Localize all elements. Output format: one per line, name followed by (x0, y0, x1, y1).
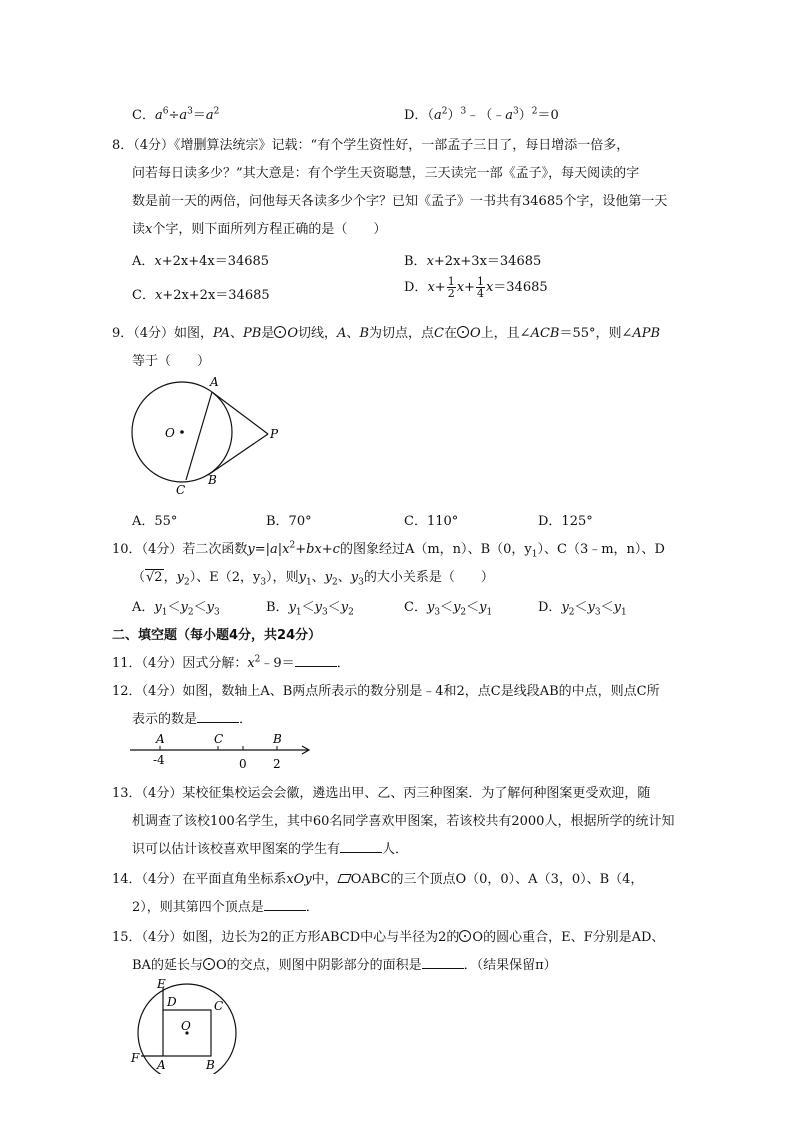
parallelogram-symbol-icon (337, 874, 351, 883)
section-heading-fill-in: 二、填空题（每小题4分，共24分） (112, 628, 322, 643)
q9-option-a[interactable]: A．55° (132, 514, 178, 529)
q15-label-a: A (157, 1058, 166, 1072)
q12-label-a: A (156, 732, 165, 746)
q9-label-c: C (176, 483, 186, 497)
q9-label-p: P (270, 427, 279, 441)
q10-stem-line2: （√2，$y_2$）、E（2，$y_3$），则$y_1$、$y_2$、$y_3$的大小关系是（ ） (132, 570, 494, 588)
fraction-quarter: $\frac{1}{4}$ (476, 275, 484, 300)
q9-tangent-pb (208, 434, 268, 475)
q7-option-d[interactable]: D．$(a^2)^3﹣(﹣a^3)^2=0$ (404, 106, 559, 123)
q9-label-a: A (210, 375, 219, 389)
q13-stem-line3: 识可以估计该校喜欢甲图案的学生有 人． (132, 842, 409, 857)
circle-symbol-icon (457, 326, 469, 338)
q11-answer-blank[interactable] (295, 654, 337, 667)
q9-stem-line1: 9．（4分）如图，PA、PB是 O切线，A、B为切点，点C在 O上，且∠ACB＝55°，则∠APB (112, 326, 661, 341)
q8-option-b[interactable]: B．x+2x+3x＝34685 (404, 254, 542, 269)
q9-label-b: B (208, 473, 217, 487)
q9-chord-ac (186, 392, 212, 480)
q8-stem-line2: 问若每日读多少？”其大意是：有个学生天资聪慧，三天读完一部《孟子》，每天阅读的字 (132, 166, 640, 181)
q13-answer-blank[interactable] (340, 840, 382, 853)
q12-stem-line2: 表示的数是 ． (132, 712, 253, 727)
q12-label-b: B (273, 732, 282, 746)
circle-symbol-icon (274, 326, 286, 338)
q15-answer-blank[interactable] (422, 956, 464, 969)
q10-option-a[interactable]: A．$y_1<y_2<y_3$ (132, 600, 220, 618)
q9-option-b[interactable]: B．70° (266, 514, 312, 529)
q10-option-d[interactable]: D．$y_2<y_3<y_1$ (538, 600, 627, 618)
q12-answer-blank[interactable] (197, 710, 239, 723)
q10-option-c[interactable]: C．$y_3<y_2<y_1$ (404, 600, 493, 618)
fraction-half: $\frac{1}{2}$ (447, 275, 455, 300)
q14-answer-blank[interactable] (264, 898, 306, 911)
q15-stem-line2: BA的延长与 O的交点，则图中阴影部分的面积是 ．（结果保留π） (132, 958, 557, 973)
q10-stem-line1: 10．（4分）若二次函数$y=|a|x^2+bx+c$的图象经过A（m，n）、B（0，$y_1$）、C（3﹣m，n）、D (112, 540, 665, 560)
q9-option-d[interactable]: D．125° (538, 514, 593, 529)
q9-label-o: O (165, 426, 175, 440)
q13-stem-line1: 13．（4分）某校征集校运会会徽，遴选出甲、乙、丙三种图案．为了解何种图案更受欢迎，随 (112, 786, 651, 801)
q10-option-b[interactable]: B．$y_1<y_3<y_2$ (266, 600, 354, 618)
q12-label-c: C (214, 732, 224, 746)
q13-stem-line2: 机调查了该校100名学生，其中60名同学喜欢甲图案，若该校共有2000人，根据所学的统计知 (132, 814, 675, 829)
q12-label-zero: 0 (239, 757, 247, 770)
q12-stem-line1: 12．（4分）如图，数轴上A、B两点所表示的数分别是﹣4和2，点C是线段AB的中点，则点C所 (112, 684, 660, 699)
q14-stem-line1: 14．（4分）在平面直角坐标系xOy中， OABC的三个顶点O（0，0）、A（3，0）、B（4， (112, 872, 644, 887)
q15-stem-line1: 15．（4分）如图，边长为2的正方形ABCD中心与半径为2的 O的圆心重合，E、F分别是AD、 (112, 930, 665, 945)
q14-stem-line2: 2），则其第四个顶点是 ． (132, 900, 319, 915)
circle-symbol-icon (459, 930, 471, 942)
q8-option-c[interactable]: C．x+2x+2x＝34685 (132, 288, 270, 303)
q15-label-c: C (214, 999, 224, 1013)
q7-option-c[interactable]: C．$a^6\div a^3=a^2$ (132, 106, 220, 123)
q11-stem: 11．（4分）因式分解：$x^2﹣9=$ ． (112, 654, 350, 671)
q8-option-d[interactable]: D．x+ $\frac{1}{2}$ x+ $\frac{1}{4}$ x＝34685 (404, 275, 548, 300)
q8-option-a[interactable]: A．x+2x+4x＝34685 (132, 254, 270, 269)
q15-figure-square-circle (126, 974, 256, 1074)
q12-figure-number-line (126, 730, 316, 770)
q8-stem-line3: 数是前一天的两倍，问他每天各读多少个字？已知《孟子》一书共有34685个字，设他第一天 (132, 194, 668, 209)
q9-option-c[interactable]: C．110° (404, 514, 459, 529)
q12-label-two: 2 (273, 757, 281, 770)
q9-tangent-pa (212, 392, 268, 434)
q15-label-b: B (206, 1058, 215, 1072)
q15-label-d: D (167, 995, 177, 1009)
q9-center-dot (180, 430, 184, 434)
q8-stem-line1: 8．（4分）《增删算法统宗》记载：“有个学生资性好，一部孟子三日了，每日增添一倍多， (112, 138, 630, 153)
circle-symbol-icon (203, 958, 215, 970)
q15-label-o: O (181, 1019, 191, 1033)
q9-figure-circle-tangents (120, 370, 290, 500)
q9-stem-line2: 等于（ ） (132, 354, 211, 369)
q12-label-neg4: -4 (153, 753, 165, 767)
q15-label-e: E (157, 977, 166, 991)
q8-stem-line4: 读x个字，则下面所列方程正确的是（ ） (132, 222, 387, 237)
q15-label-f: F (131, 1051, 140, 1065)
